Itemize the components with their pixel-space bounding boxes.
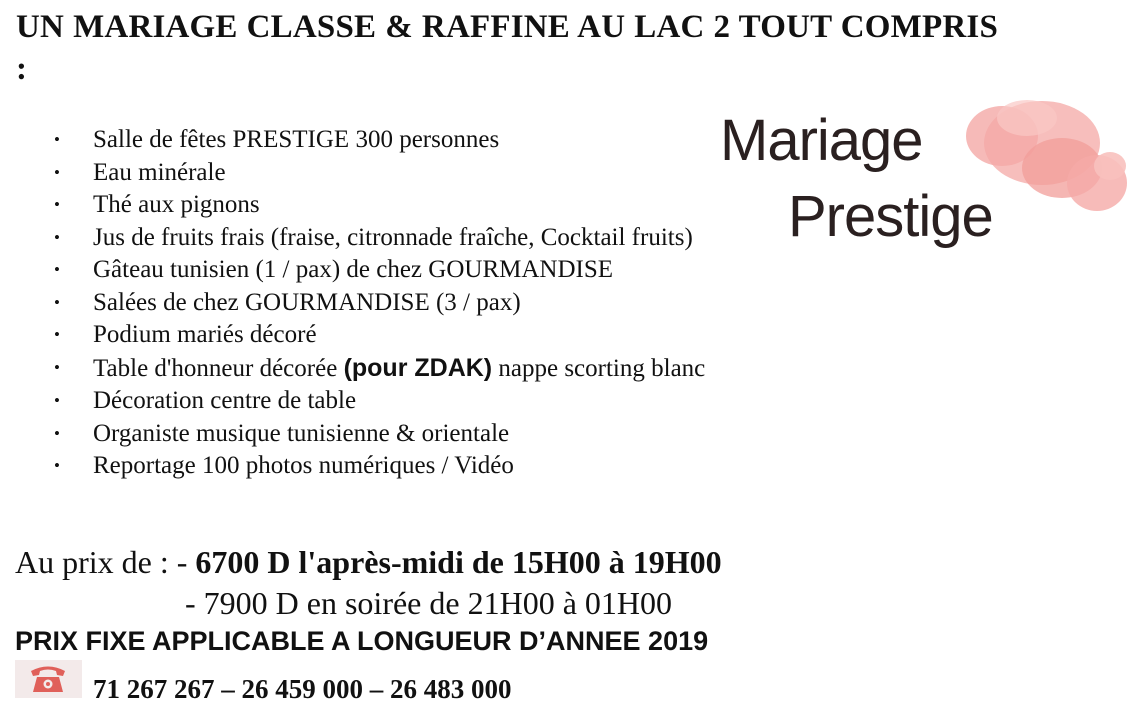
fixed-price-notice: PRIX FIXE APPLICABLE A LONGUEUR D’ANNEE 2019 — [15, 626, 709, 656]
zdak-note: (pour ZDAK) — [343, 353, 493, 382]
bullet: • — [54, 456, 60, 475]
bullet: • — [54, 260, 60, 279]
list-item: • Salle de fêtes PRESTIGE 300 personnes — [0, 124, 800, 157]
telephone-icon — [15, 660, 82, 698]
bullet: • — [54, 195, 60, 214]
bullet: • — [54, 292, 60, 312]
list-item: • Thé aux pignons — [0, 189, 800, 222]
bullet: • — [54, 162, 60, 182]
included-items-list — [0, 124, 800, 483]
list-item: • Décoration centre de table — [0, 385, 800, 418]
list-item: • Organiste musique tunisienne & orientale — [0, 418, 800, 451]
bullet: • — [54, 357, 60, 377]
bullet: • — [54, 423, 60, 443]
price-afternoon — [15, 540, 722, 584]
list-item: • Eau minérale — [0, 157, 800, 190]
list-item: • Jus de fruits frais (fraise, citronnade fraîche, Cocktail fruits) — [0, 222, 800, 255]
bullet: • — [54, 227, 60, 247]
price-label: Au prix de : - — [15, 544, 196, 580]
afternoon-price: 6700 D l'après-midi de 15H00 à 19H00 — [195, 544, 722, 580]
bullet: • — [54, 130, 60, 149]
logo-line-2: Prestige — [788, 184, 993, 249]
list-item: • Podium mariés décoré — [0, 319, 800, 352]
list-item: • Gâteau tunisien (1 / pax) de chez GOURMANDISE — [0, 254, 800, 287]
bullet: • — [54, 391, 60, 410]
price-evening: - 7900 D en soirée de 21H00 à 01H00 — [185, 585, 672, 621]
list-item: • Salées de chez GOURMANDISE (3 / pax) — [0, 287, 800, 320]
logo-line-1: Mariage — [720, 108, 923, 173]
list-item: • Reportage 100 photos numériques / Vidéo — [0, 450, 800, 483]
bullet: • — [54, 325, 60, 344]
page-title: UN MARIAGE CLASSE & RAFFINE AU LAC 2 TOUT COMPRIS : — [16, 9, 998, 87]
list-item: • Table d'honneur décorée (pour ZDAK) nappe scorting blanc — [0, 352, 800, 386]
phone-numbers: 71 267 267 – 26 459 000 – 26 483 000 — [93, 674, 512, 704]
